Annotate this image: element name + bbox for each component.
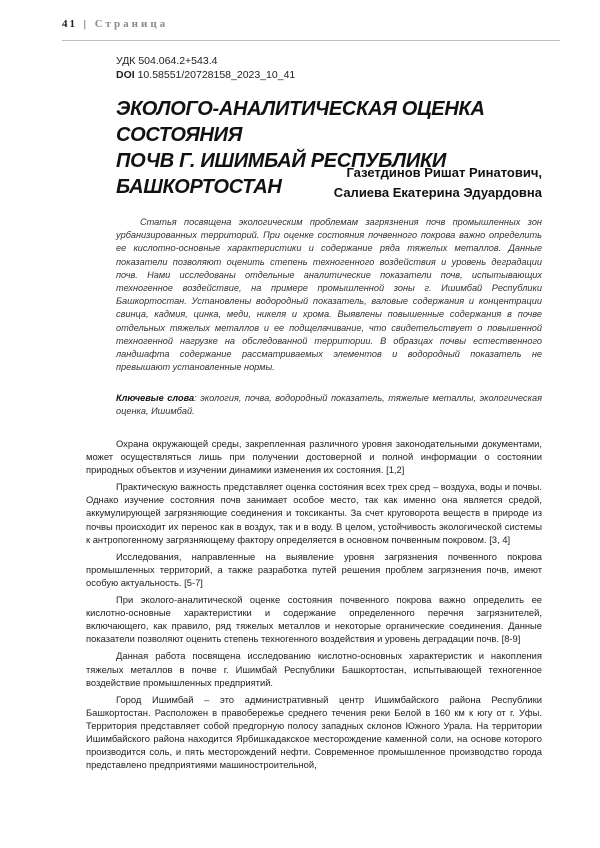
abstract-text: Статья посвящена экологическим проблемам загрязнения почв промышленных зон урбанизированных территорий. При оценке состояния почвенного покрова важно определить ее кислотно-основные характеристики и содержание ряда тяжелых металлов. Данные показатели позволяют оценить степень техногенного воздействия и уровень деградации почв. Нами исследованы отдельные аналитические показатели почв, испытывающих техногенное воздействие, на примере промышленной зоны г. Ишимбай Республики Башкортостан. Установлены водородный показатель, валовые содержания и концентрации свинца, кадмия, цинка, меди, никеля и хрома. Выявлены повышенные содержания в почве отдельных тяжелых металлов и ее подщелачивание, что свидетельствует о повышенной техногенной нагрузке на обследованной территории. В образцах почвы естественного ландшафта содержание рассматриваемых элементов и водородный показатель не превышают установленные нормы.: [116, 217, 542, 373]
page-number: 41: [62, 18, 77, 30]
page-header: [62, 18, 560, 40]
body-paragraph: При эколого-аналитической оценке состояния почвенного покрова важно определить ее кислотно-основные характеристики и содержание определенного перечня загрязнителей, включающего, как правило, ряд тяжелых металлов и некоторые органические соединения. Данные показатели позволяют оценить степень техногенного воздействия и уровень деградации почв. [8-9]: [86, 594, 542, 645]
body-paragraph: Охрана окружающей среды, закрепленная различного уровня законодательными документами, может осуществляться лишь при получении достоверной и полной информации о состоянии природных объектов и изучении динамики изменения их состояния. [1,2]: [86, 438, 542, 476]
keywords-text: : экология, почва, водородный показатель, тяжелые металлы, экологическая оценка, Ишимбай.: [116, 393, 542, 416]
keywords-label: Ключевые слова: [116, 393, 195, 403]
header-separator: |: [83, 18, 88, 30]
header-divider: [62, 40, 560, 41]
authors: [334, 163, 542, 203]
body-paragraph: Исследования, направленные на выявление уровня загрязнения почвенного покрова промышленных территорий, а также разработка путей решения проблем загрязнения почв, имеют особую актуальность. [5-7]: [86, 550, 542, 588]
author-2: Салиева Екатерина Эдуардовна: [333, 185, 542, 200]
doi-line: [116, 68, 295, 82]
keywords: [116, 392, 542, 418]
abstract: [116, 216, 542, 374]
body-paragraph: Город Ишимбай – это административный центр Ишимбайского района Республики Башкортостан. Расположен в правобережье среднего течения реки Белой в 160 км к югу от г. Уфы. Территория представляет собой предгорную полосу западных склонов Южного Урала. На территории Ишимбайского района находится Ярбишкадакское месторождение каменной соли, на основе которого производится соль, и пять месторождений нефти. Современное промышленное производство города представлено предприятиями машиностроительной,: [86, 693, 542, 771]
article-meta: [116, 54, 295, 82]
doi-value: 10.58551/20728158_2023_10_41: [137, 69, 296, 81]
article-body: [86, 437, 542, 775]
body-paragraph: Данная работа посвящена исследованию кислотно-основных характеристик и накопления тяжелых металлов в почве г. Ишимбай Республики Башкортостан, испытывающей техногенное воздействие промышленных предприятий.: [86, 650, 542, 688]
doi-label: DOI: [116, 69, 135, 81]
title-line-1: ЭКОЛОГО-АНАЛИТИЧЕСКАЯ ОЦЕНКА СОСТОЯНИЯ: [116, 98, 485, 146]
body-paragraph: Практическую важность представляет оценка состояния всех трех сред – воздуха, воды и почвы. Однако изучение состояния почв занимает особое место, так как именно она является средой, аккумулирующей загрязняющие соединения и токсиканты. За счет круговорота веществ в природе из почвы происходит их перенос как в воздух, так и в воду. В целом, устойчивость экологической системы к антропогенному загрязняющему фактору определяется в основном почвенным покровом. [3, 4]: [86, 481, 542, 545]
udk-code: УДК 504.064.2+543.4: [116, 55, 218, 67]
title-line-2: ПОЧВ Г. ИШИМБАЙ РЕСПУБЛИКИ БАШКОРТОСТАН: [116, 150, 446, 198]
page-word: Страница: [94, 18, 169, 30]
author-1: Газетдинов Ришат Ринатович,: [346, 165, 542, 180]
